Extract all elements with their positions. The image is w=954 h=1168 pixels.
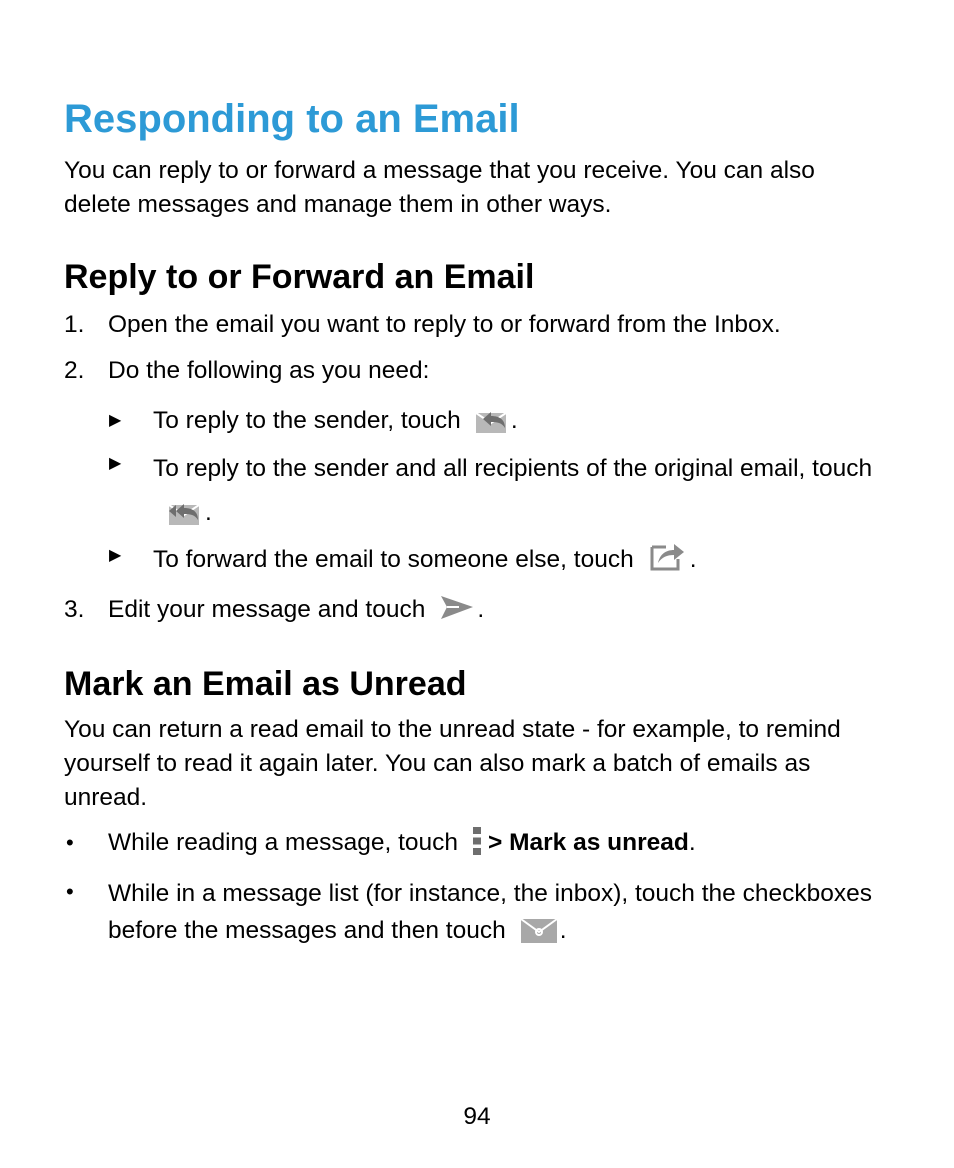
sub-item-reply: ▶ To reply to the sender, touch . — [64, 404, 884, 438]
page-number: 94 — [463, 1103, 491, 1130]
sub-item-reply-all: ▶ To reply to the sender and all recipients of the original email, touch . — [64, 447, 884, 535]
bullet-reading: • While reading a message, touch > Mark as unread. — [64, 826, 884, 860]
send-icon[interactable] — [439, 593, 475, 623]
menu-dots-icon[interactable] — [472, 826, 482, 856]
sub-item-text: To reply to the sender and all recipients of the original email, touch — [153, 455, 873, 482]
reply-icon[interactable] — [475, 410, 509, 434]
triangle-bullet-icon: ▶ — [109, 547, 122, 564]
step-number: 2. — [64, 357, 85, 384]
reply-all-icon[interactable] — [167, 502, 203, 526]
bullet-dot-icon: • — [66, 879, 74, 904]
triangle-bullet-icon: ▶ — [109, 412, 122, 429]
step-1 — [64, 308, 884, 342]
page-content — [64, 92, 884, 949]
bullet-text: While reading a message, touch — [108, 829, 458, 856]
sub-item-text: To forward the email to someone else, touch — [153, 546, 634, 573]
triangle-bullet-icon: ▶ — [109, 455, 122, 472]
bullet-message-list: • While in a message list (for instance, the inbox), touch the checkboxes before the messages and then touch . — [64, 875, 884, 949]
mark-unread-icon[interactable] — [520, 918, 558, 944]
step-2 — [64, 354, 884, 388]
step-number: 1. — [64, 311, 85, 338]
bullet-text: While in a message list (for instance, the inbox), touch the checkboxes before the messages and then touch — [108, 880, 872, 944]
sub-item-forward: ▶ To forward the email to someone else, touch . — [64, 539, 884, 577]
mark-as-unread-label: > Mark as unread — [488, 829, 689, 856]
step-number: 3. — [64, 596, 85, 623]
page-title: Responding to an Email — [64, 97, 520, 141]
forward-icon[interactable] — [648, 539, 688, 573]
step-3: 3. Edit your message and touch . — [64, 593, 884, 627]
intro-paragraph: You can reply to or forward a message that you receive. You can also delete messages and manage them in other ways. — [64, 157, 815, 218]
unread-intro-paragraph: You can return a read email to the unread state - for example, to remind yourself to read it again later. You can also mark a batch of emails as unread. — [64, 716, 841, 811]
step-text: Open the email you want to reply to or forward from the Inbox. — [108, 311, 781, 338]
step-text: Do the following as you need: — [108, 357, 430, 384]
bullet-dot-icon: • — [66, 830, 74, 855]
sub-item-text: To reply to the sender, touch — [153, 407, 461, 434]
section-heading-reply: Reply to or Forward an Email — [64, 258, 535, 296]
step-text: Edit your message and touch — [108, 596, 426, 623]
section-heading-unread: Mark an Email as Unread — [64, 665, 467, 703]
